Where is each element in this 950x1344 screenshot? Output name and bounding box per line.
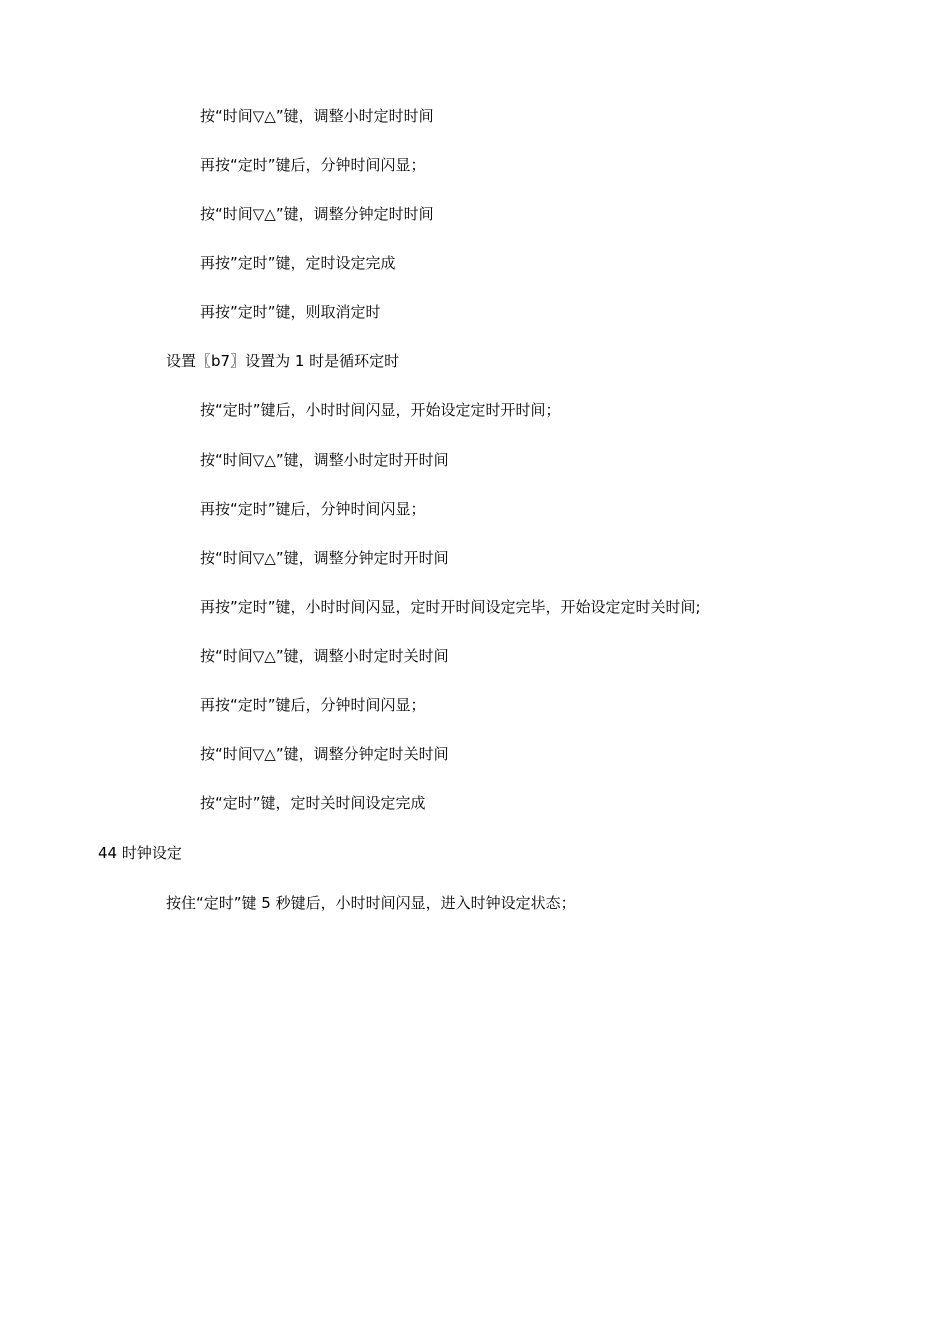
instruction-line: 按“时间▽△”键，调整小时定时时间	[200, 107, 434, 125]
instruction-line: 按“时间▽△”键，调整分钟定时关时间	[200, 745, 449, 763]
instruction-line: 再按”定时”键，小时时间闪显，定时开时间设定完毕，开始设定定时关时间;	[200, 598, 701, 616]
instruction-line: 再按“定时”键后，分钟时间闪显；	[200, 156, 426, 174]
instruction-line: 按“时间▽△”键，调整小时定时开时间	[200, 451, 449, 469]
instruction-line: 按“时间▽△”键，调整分钟定时开时间	[200, 549, 449, 567]
instruction-line: 按“时间▽△”键，调整小时定时关时间	[200, 647, 449, 665]
instruction-line: 再按“定时”键后，分钟时间闪显；	[200, 500, 426, 518]
instruction-line: 按“定时”键后，小时时间闪显，开始设定定时开时间；	[200, 401, 561, 419]
instruction-line: 再按”定时”键，定时设定完成	[200, 254, 396, 272]
subsection-heading: 设置〖b7〗设置为 1 时是循环定时	[166, 352, 400, 370]
section-heading: 44 时钟设定	[98, 844, 182, 862]
instruction-line: 按“时间▽△”键，调整分钟定时时间	[200, 205, 434, 223]
instruction-line: 再按“定时”键后，分钟时间闪显；	[200, 696, 426, 714]
instruction-line: 按住“定时”键 5 秒键后，小时时间闪显，进入时钟设定状态；	[166, 894, 576, 912]
instruction-line: 按“定时”键，定时关时间设定完成	[200, 794, 426, 812]
instruction-line: 再按”定时”键，则取消定时	[200, 303, 381, 321]
